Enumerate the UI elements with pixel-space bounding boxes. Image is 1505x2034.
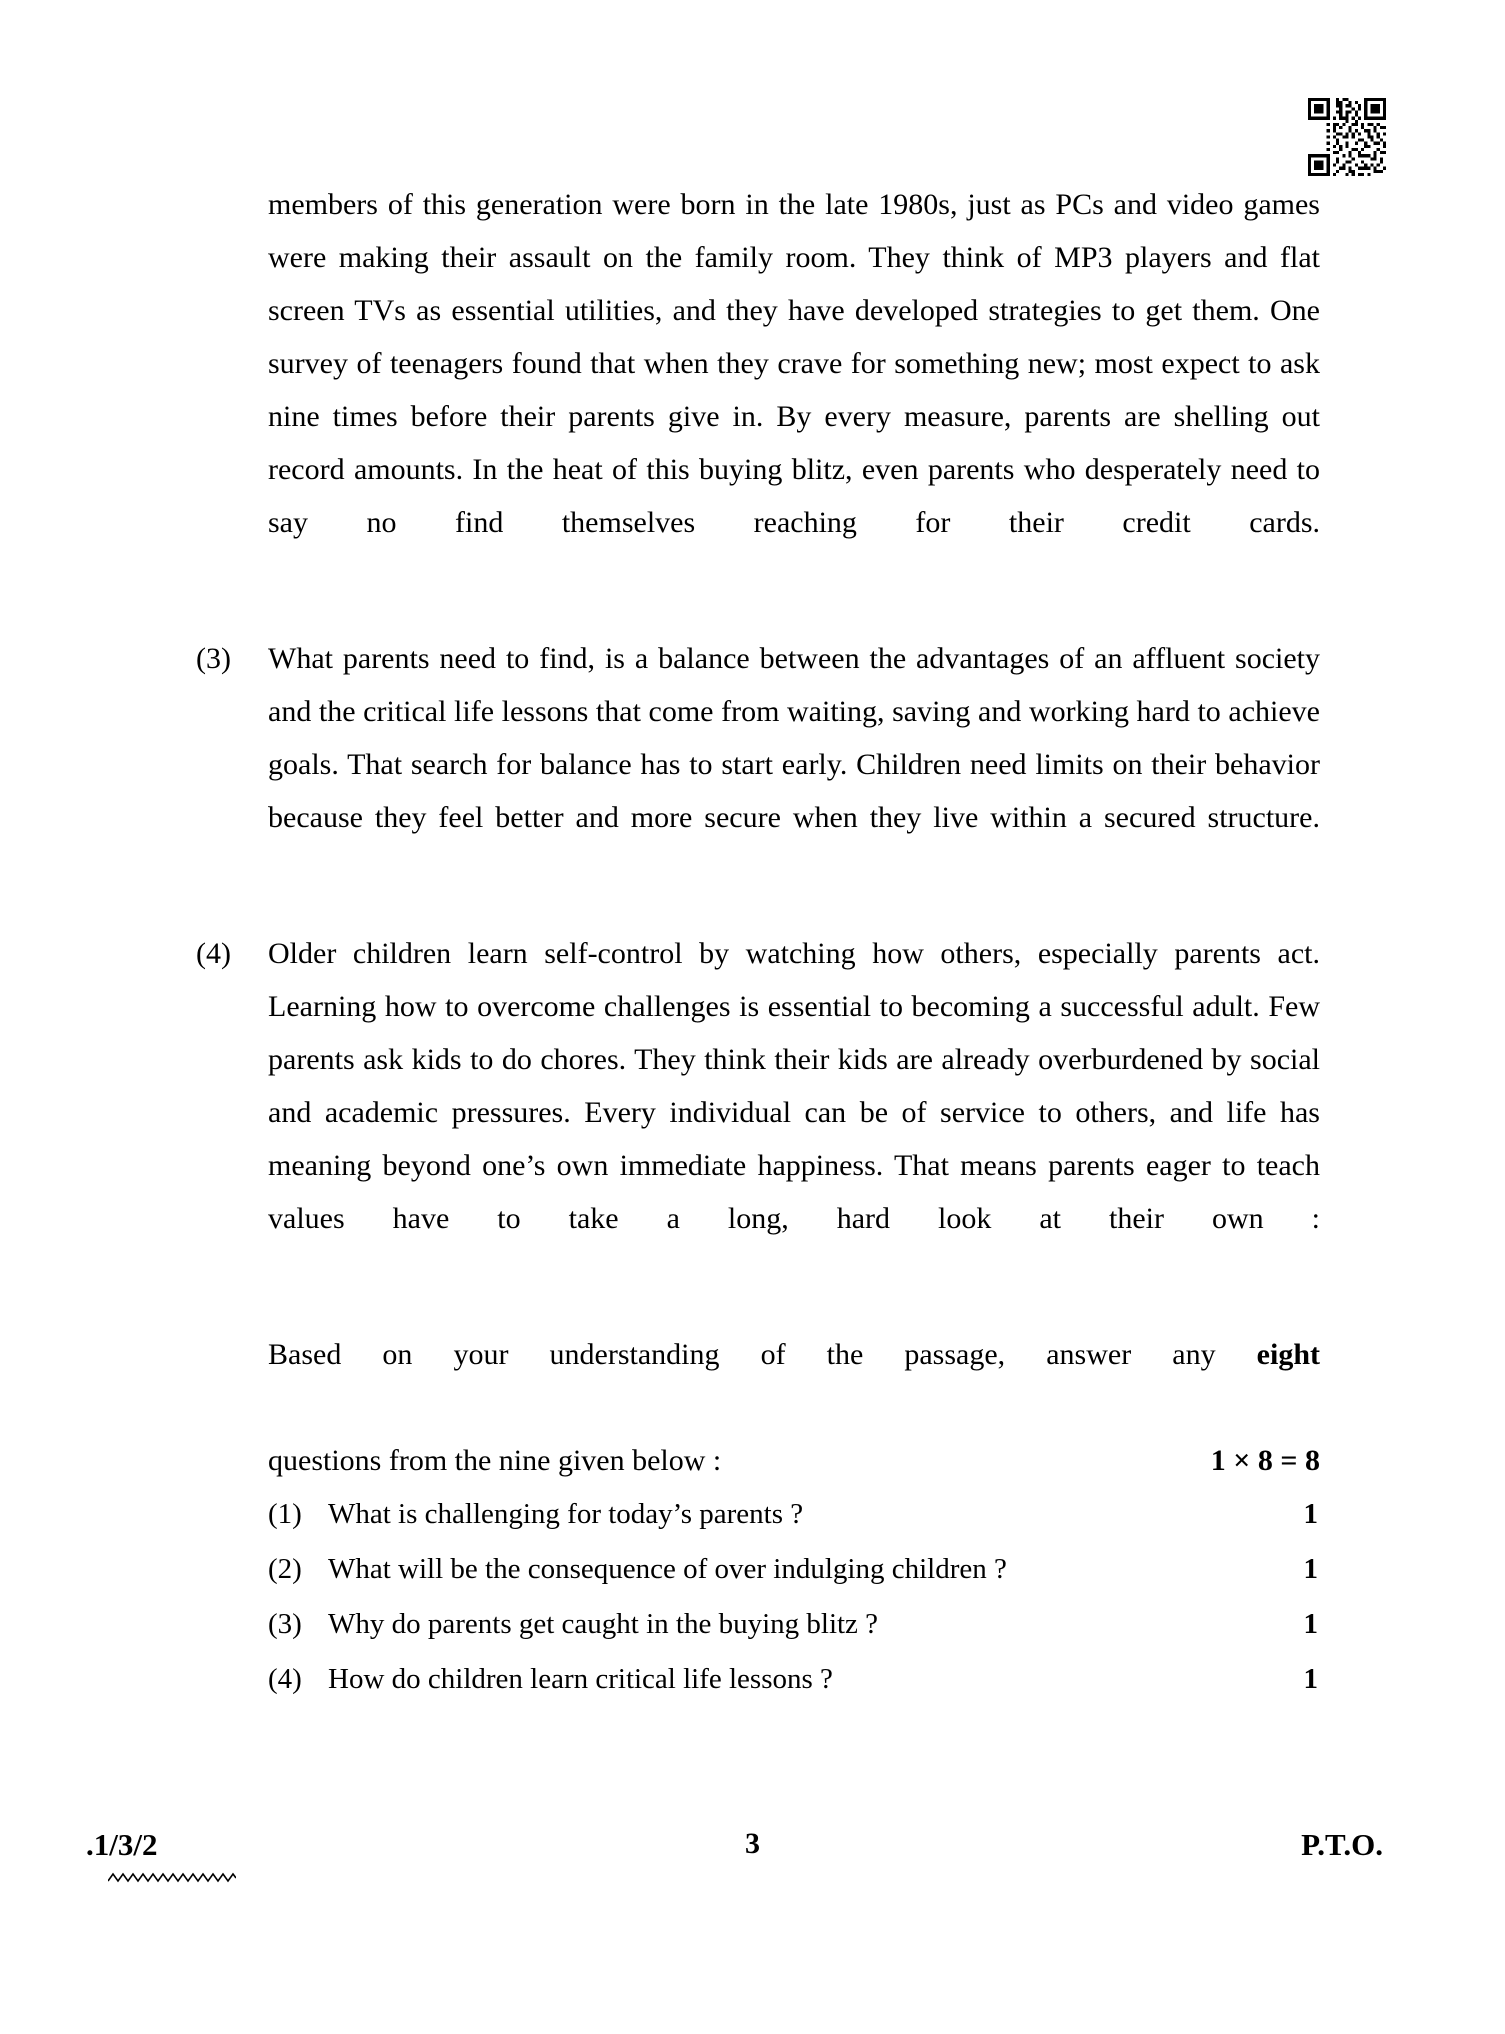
- question-mark: 1: [1303, 1663, 1318, 1695]
- question-number: (2): [268, 1553, 302, 1585]
- instruction-text-part1: Based on your understanding of the passage, answer any: [268, 1338, 1257, 1371]
- marks-allocation: 1 × 8 = 8: [1210, 1444, 1320, 1477]
- question-text: Why do parents get caught in the buying blitz ?: [328, 1608, 879, 1640]
- question-list: [268, 1491, 1320, 1702]
- question-mark: 1: [1303, 1498, 1318, 1530]
- question-item: [268, 1656, 1320, 1702]
- paragraph-continuation: [196, 178, 1320, 602]
- paragraph-number: (4): [196, 937, 231, 970]
- paper-code: .1/3/2: [86, 1827, 158, 1862]
- wavy-underline-icon: [108, 1871, 236, 1885]
- question-item: [268, 1491, 1320, 1537]
- instruction-emphasis: eight: [1256, 1338, 1320, 1371]
- page-number: 3: [745, 1827, 760, 1860]
- instruction-text-part2: questions from the nine given below :: [268, 1444, 722, 1477]
- question-text: What will be the consequence of over indulging children ?: [328, 1553, 1007, 1585]
- instruction-line-2: [268, 1434, 1320, 1487]
- paragraph-4: [196, 927, 1320, 1298]
- paragraph-text: Older children learn self-control by watching how others, especially parents act. Learning how to overcome challenges is essential to becoming a successful adult. Few parents ask kids to do chores. They think their kids are already overburdened by social and academic pressures. Every individual can be of service to others, and life has meaning beyond one’s own immediate happiness. That means parents eager to teach values have to take a long, hard look at their own :: [268, 937, 1320, 1235]
- paragraph-number: (3): [196, 642, 231, 675]
- passage-content: [196, 178, 1320, 1711]
- question-text: What is challenging for today’s parents ?: [328, 1498, 804, 1530]
- qr-code-icon: [1308, 98, 1386, 176]
- question-item: [268, 1546, 1320, 1592]
- paragraph-text: members of this generation were born in the late 1980s, just as PCs and video games were making their assault on the family room. They think of MP3 players and flat screen TVs as essential utilities, and they have developed strategies to get them. One survey of teenagers found that when they crave for something new; most expect to ask nine times before their parents give in. By every measure, parents are shelling out record amounts. In the heat of this buying blitz, even parents who desperately need to say no find themselves reaching for their credit cards.: [268, 188, 1320, 539]
- question-number: (4): [268, 1663, 302, 1695]
- paragraph-text: What parents need to find, is a balance between the advantages of an affluent society and the critical life lessons that come from waiting, saving and working hard to achieve goals. That search for balance has to start early. Children need limits on their behavior because they feel better and more secure when they live within a secured structure.: [268, 642, 1320, 834]
- question-number: (3): [268, 1608, 302, 1640]
- page-footer: [0, 1827, 1505, 1907]
- question-number: (1): [268, 1498, 302, 1530]
- question-item: [268, 1601, 1320, 1647]
- answer-instruction: [268, 1328, 1320, 1487]
- question-text: How do children learn critical life lessons ?: [328, 1663, 833, 1695]
- pto-label: P.T.O.: [1301, 1827, 1383, 1862]
- question-mark: 1: [1303, 1553, 1318, 1585]
- question-mark: 1: [1303, 1608, 1318, 1640]
- instruction-line-1: [268, 1328, 1320, 1434]
- paragraph-3: [196, 632, 1320, 897]
